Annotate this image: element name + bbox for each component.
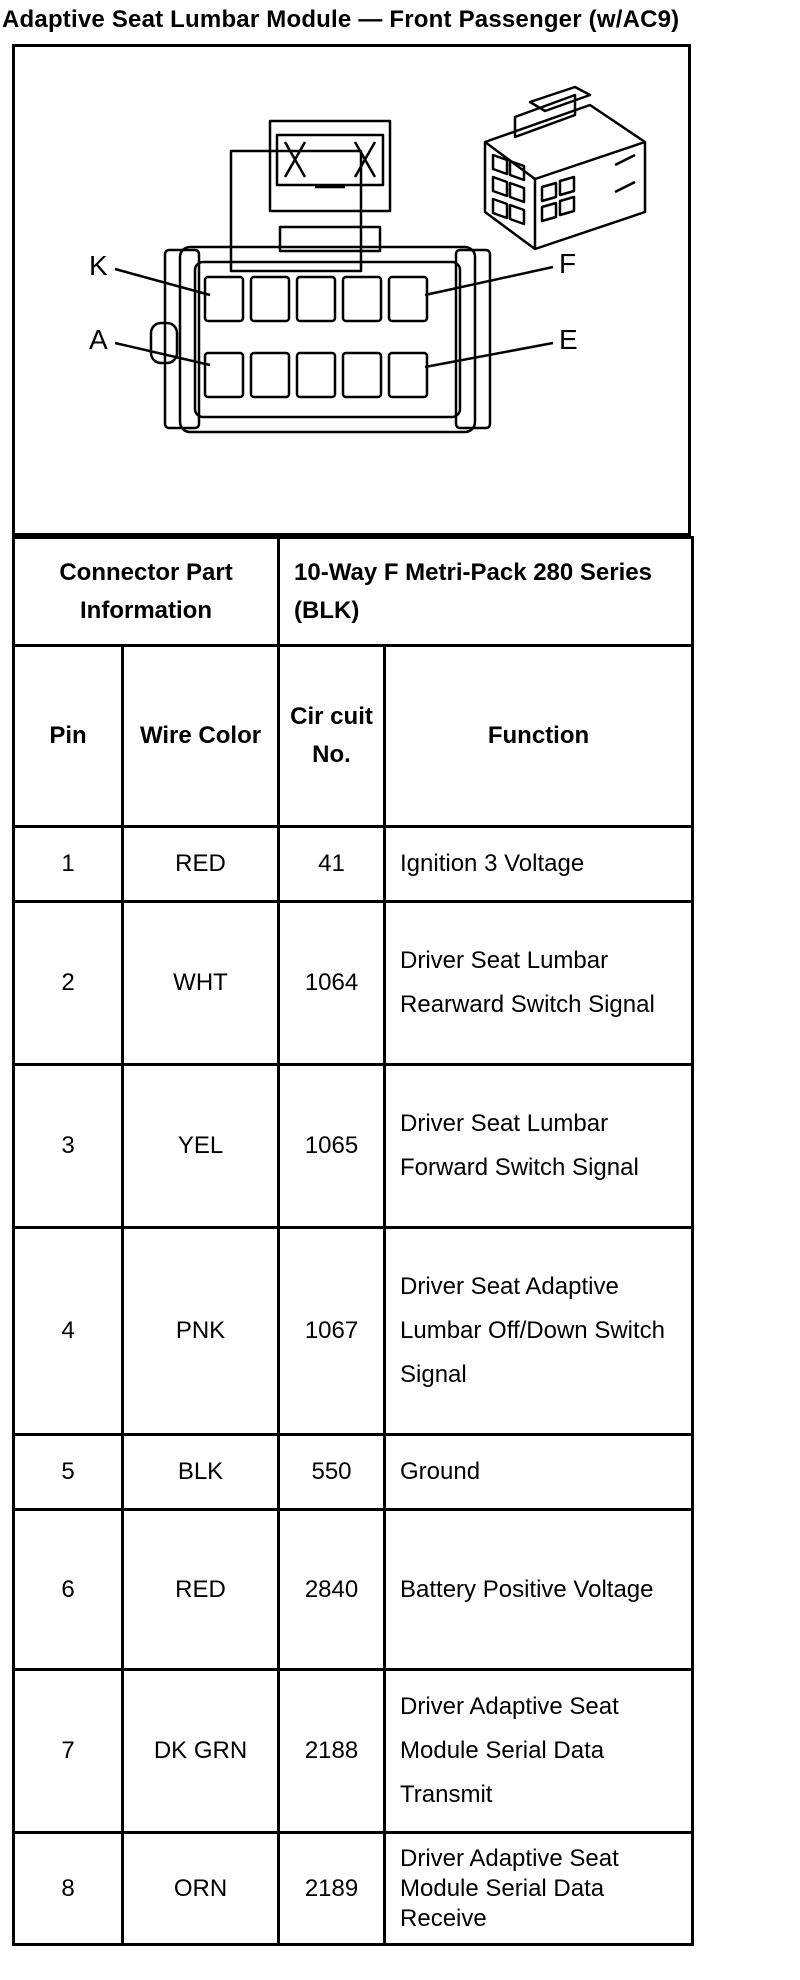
pin-cavity-a — [205, 353, 243, 397]
wire-color-cell: RED — [123, 827, 279, 902]
circuit-cell: 1067 — [279, 1228, 385, 1435]
column-header-row — [14, 646, 693, 827]
connector-info-row — [14, 538, 693, 646]
col-header-pin: Pin — [14, 646, 123, 827]
function-cell: Battery Positive Voltage — [385, 1510, 693, 1670]
function-cell: Driver Seat Adaptive Lumbar Off/Down Switch Signal — [385, 1228, 693, 1435]
circuit-cell: 2188 — [279, 1670, 385, 1833]
table-row — [14, 1833, 693, 1945]
pin-cavity-f — [389, 277, 427, 321]
pin-cavity — [251, 353, 289, 397]
connector-diagram — [12, 44, 691, 536]
circuit-cell: 1065 — [279, 1065, 385, 1228]
pin-cavity — [343, 277, 381, 321]
wire-color-cell: PNK — [123, 1228, 279, 1435]
connector-part-label: Connector Part Information — [14, 538, 279, 646]
function-cell: Driver Seat Lumbar Rearward Switch Signal — [385, 902, 693, 1065]
pin-cell: 7 — [14, 1670, 123, 1833]
pin-cell: 1 — [14, 827, 123, 902]
function-cell: Ignition 3 Voltage — [385, 827, 693, 902]
circuit-cell: 41 — [279, 827, 385, 902]
label-e: E — [559, 324, 578, 355]
circuit-cell: 2189 — [279, 1833, 385, 1945]
connector-body — [180, 247, 475, 432]
circuit-cell: 550 — [279, 1435, 385, 1510]
pin-cavity-k — [205, 277, 243, 321]
page-title: Adaptive Seat Lumbar Module — Front Passenger (w/AC9) — [2, 6, 680, 33]
pin-cavity — [251, 277, 289, 321]
function-cell: Driver Adaptive Seat Module Serial Data Transmit — [385, 1670, 693, 1833]
table-row — [14, 902, 693, 1065]
label-k: K — [89, 250, 108, 281]
table-row — [14, 1435, 693, 1510]
pin-cavity — [297, 353, 335, 397]
label-a: A — [89, 324, 108, 355]
pin-cell: 8 — [14, 1833, 123, 1945]
function-cell: Driver Adaptive Seat Module Serial Data Receive — [385, 1833, 693, 1945]
connector-part-value: 10-Way F Metri-Pack 280 Series (BLK) — [279, 538, 693, 646]
col-header-circuit-no: Cir cuit No. — [279, 646, 385, 827]
pinout-table — [12, 536, 694, 1946]
wire-color-cell: DK GRN — [123, 1670, 279, 1833]
circuit-cell: 2840 — [279, 1510, 385, 1670]
pin-cavity — [297, 277, 335, 321]
pin-cavity — [343, 353, 381, 397]
table-row — [14, 1065, 693, 1228]
connector-isometric-view — [485, 87, 645, 249]
pin-cavity-e — [389, 353, 427, 397]
pin-cell: 2 — [14, 902, 123, 1065]
wire-color-cell: ORN — [123, 1833, 279, 1945]
table-row — [14, 827, 693, 902]
function-cell: Driver Seat Lumbar Forward Switch Signal — [385, 1065, 693, 1228]
table-row — [14, 1670, 693, 1833]
pin-cell: 3 — [14, 1065, 123, 1228]
wire-color-cell: WHT — [123, 902, 279, 1065]
pin-cell: 5 — [14, 1435, 123, 1510]
col-header-wire-color: Wire Color — [123, 646, 279, 827]
connector-face-view — [15, 47, 688, 533]
table-row — [14, 1228, 693, 1435]
table-row — [14, 1510, 693, 1670]
wire-color-cell: RED — [123, 1510, 279, 1670]
wire-color-cell: YEL — [123, 1065, 279, 1228]
label-f: F — [559, 248, 577, 279]
circuit-cell: 1064 — [279, 902, 385, 1065]
pin-cell: 6 — [14, 1510, 123, 1670]
function-cell: Ground — [385, 1435, 693, 1510]
wire-color-cell: BLK — [123, 1435, 279, 1510]
col-header-function: Function — [385, 646, 693, 827]
pin-cell: 4 — [14, 1228, 123, 1435]
